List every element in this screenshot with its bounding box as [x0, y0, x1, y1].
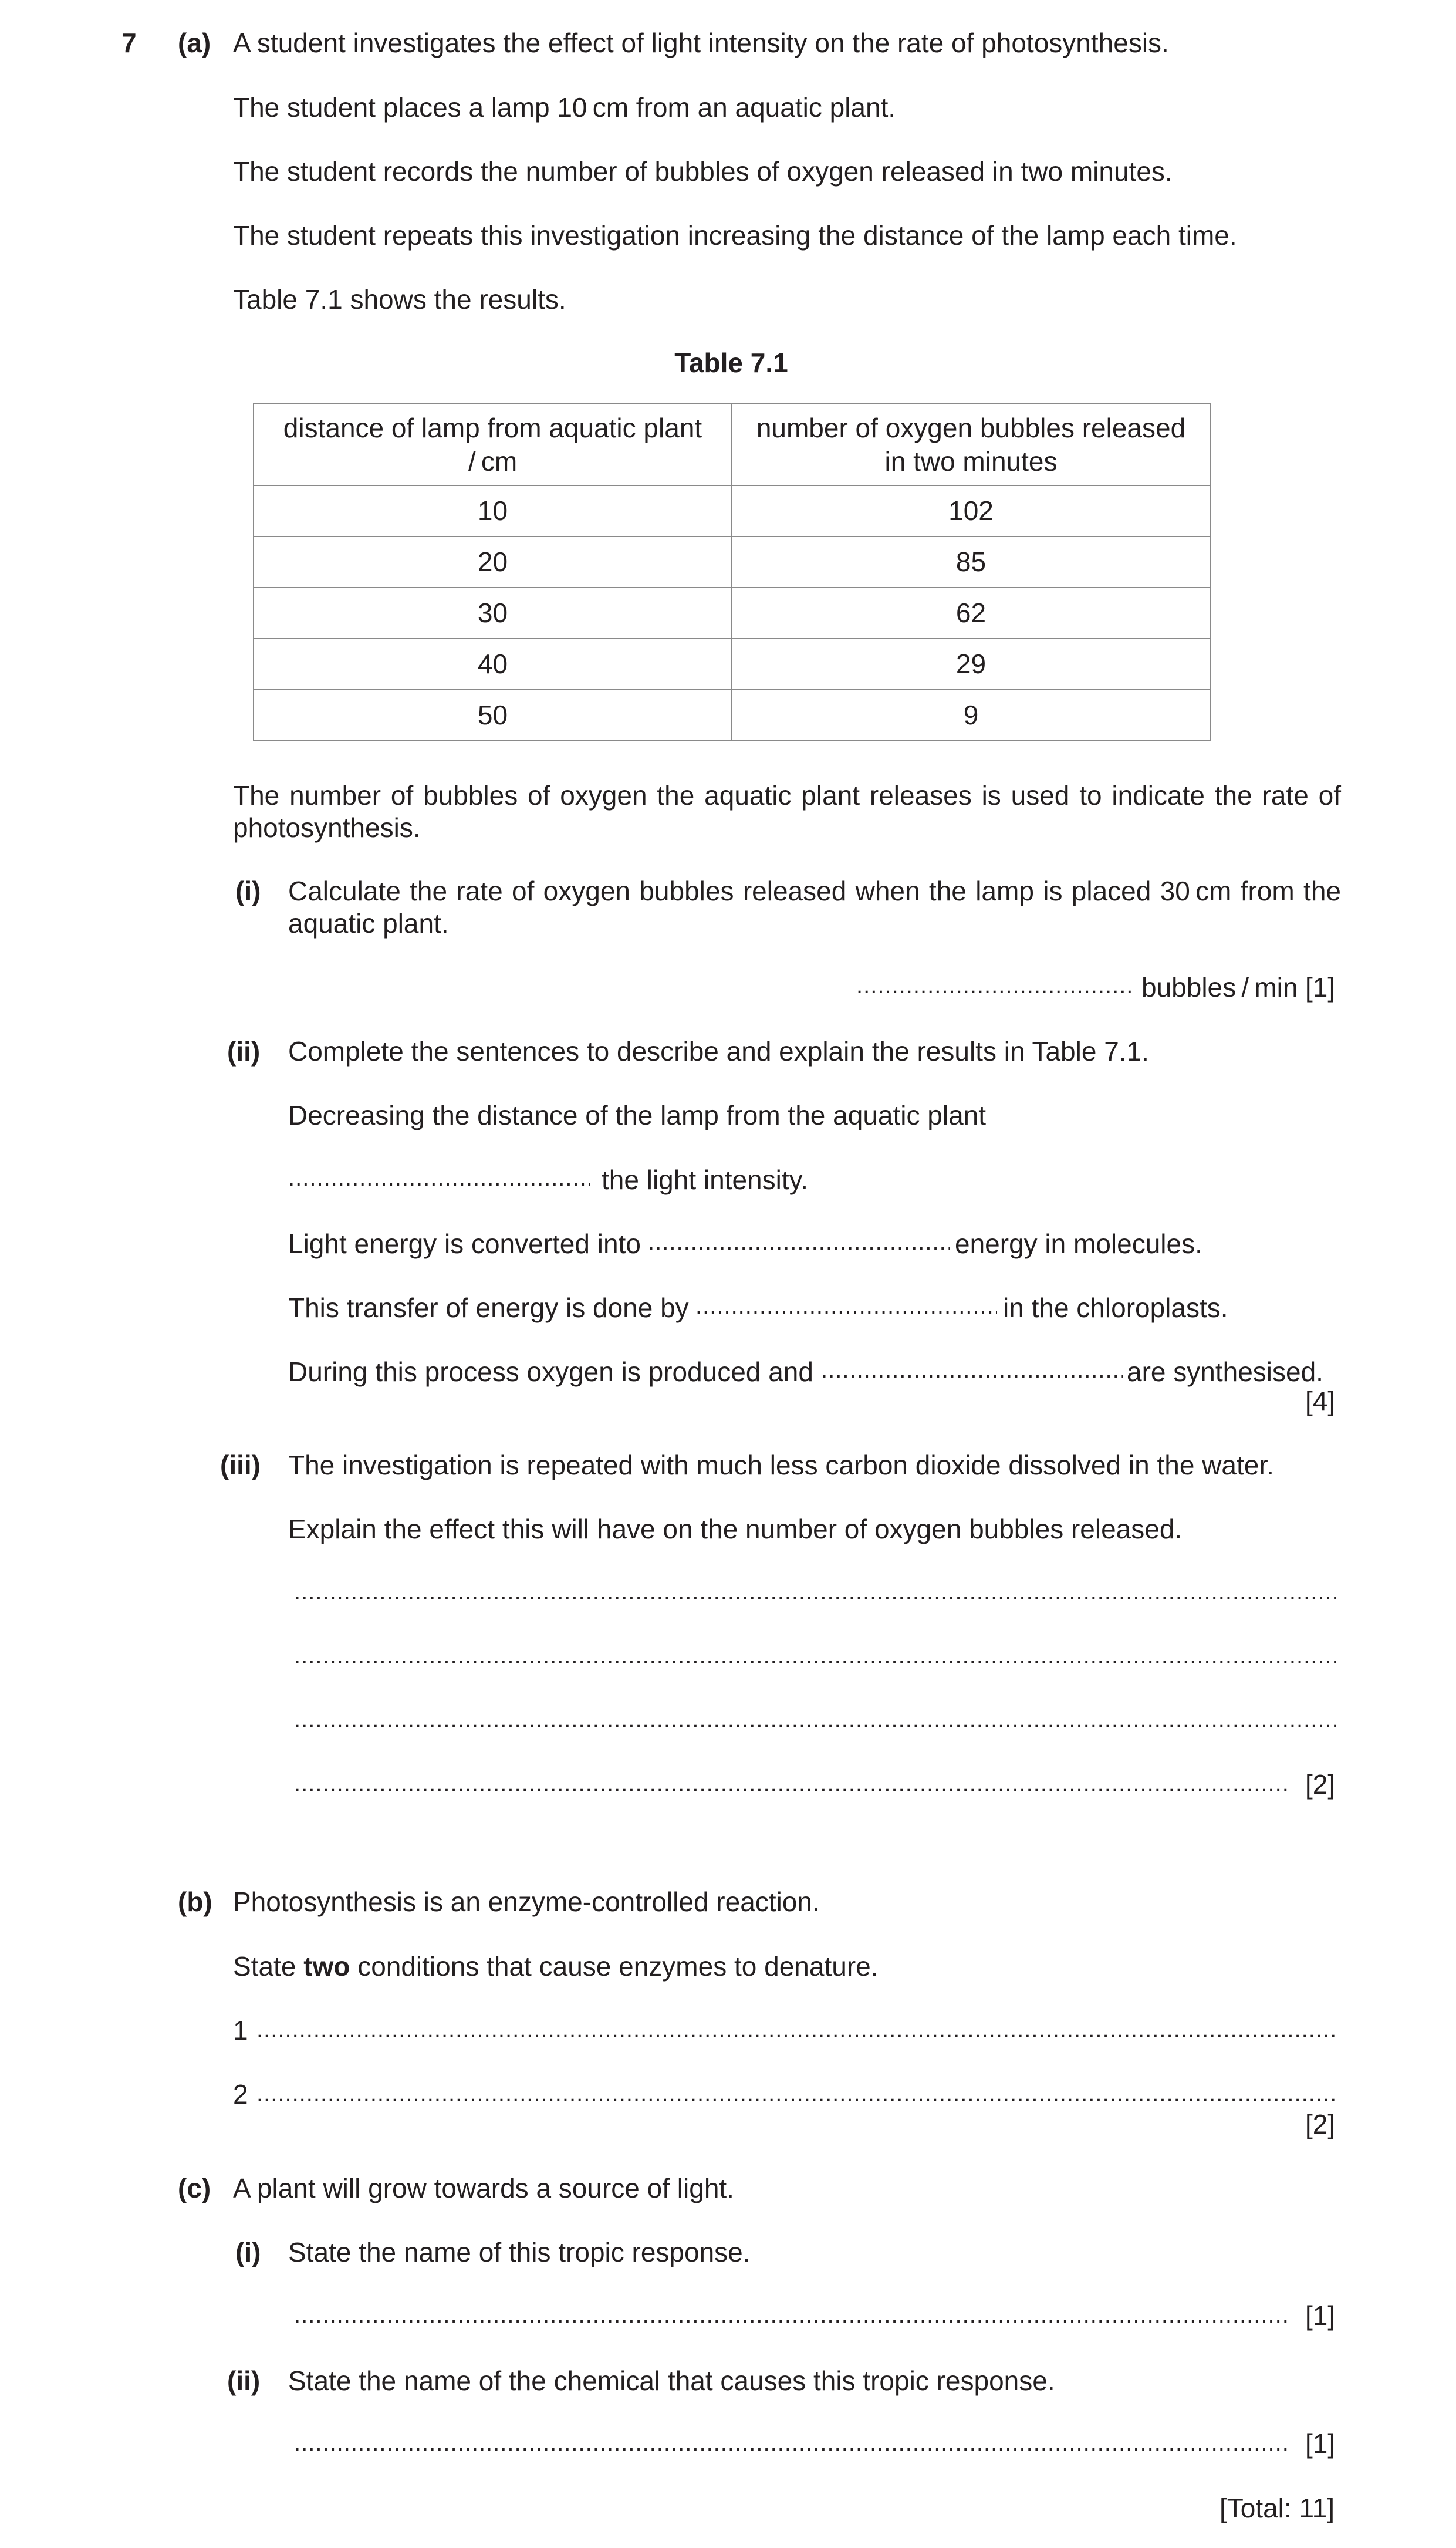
sentence-2-after: the light intensity.: [602, 1165, 809, 1195]
sentence-5-before: During this process oxygen is produced and: [288, 1356, 813, 1387]
header-bubbles: number of oxygen bubbles released in two minutes: [732, 404, 1210, 485]
answer-unit: bubbles / min: [1141, 972, 1298, 1003]
answer-line-a-i[interactable]: [856, 971, 1132, 1000]
table-row: [254, 639, 1210, 690]
results-table: [253, 403, 1211, 741]
part-a-iii-text: The investigation is repeated with much less carbon dioxide dissolved in the water.: [288, 1450, 1274, 1480]
header-distance: distance of lamp from aquatic plant / cm: [254, 404, 732, 485]
table-cell: 85: [732, 536, 1210, 588]
table-row: [254, 536, 1210, 588]
marks-c-i: [1]: [1305, 2300, 1336, 2331]
answer-line-a-iii-4[interactable]: [294, 1770, 1290, 1798]
marks-c-ii: [1]: [1305, 2428, 1336, 2459]
intro-line-5: Table 7.1 shows the results.: [233, 284, 566, 315]
intro-line-2: The student places a lamp 10 cm from an aquatic plant.: [233, 92, 896, 123]
answer-number-1: 1: [233, 2015, 248, 2046]
sentence-1: Decreasing the distance of the lamp from the aquatic plant: [288, 1100, 987, 1130]
table-cell: 20: [254, 536, 732, 588]
part-b-prompt: [233, 1950, 879, 1983]
table-row: [254, 690, 1210, 741]
part-a-i-label: (i): [235, 876, 261, 906]
sentence-4-before: This transfer of energy is done by: [288, 1292, 689, 1323]
part-a-label: (a): [178, 28, 211, 58]
table-cell: 102: [732, 485, 1210, 536]
total-marks: [Total: 11]: [1219, 2493, 1335, 2523]
table-cell: 29: [732, 639, 1210, 690]
answer-line-c-i[interactable]: [294, 2301, 1290, 2329]
table-cell: 30: [254, 588, 732, 639]
part-b-text: Photosynthesis is an enzyme-controlled reaction.: [233, 1886, 820, 1917]
answer-line-c-ii[interactable]: [294, 2429, 1290, 2457]
marks-a-iii: [2]: [1305, 1769, 1336, 1800]
part-a-ii-text: Complete the sentences to describe and explain the results in Table 7.1.: [288, 1036, 1149, 1067]
answer-line-a-iii-1[interactable]: [294, 1578, 1336, 1606]
intro-line-4: The student repeats this investigation increasing the distance of the lamp each time.: [233, 220, 1237, 251]
question-number: 7: [121, 28, 137, 58]
prompt-after: conditions that cause enzymes to denature.: [357, 1951, 879, 1982]
blank-4[interactable]: [821, 1356, 1123, 1384]
table-cell: 62: [732, 588, 1210, 639]
answer-line-b-1[interactable]: [256, 2016, 1336, 2044]
table-cell: 40: [254, 639, 732, 690]
after-table-text: The number of bubbles of oxygen the aquatic plant releases is used to indicate the rate of photosynthesis.: [233, 780, 1341, 843]
answer-line-a-iii-3[interactable]: [294, 1706, 1336, 1734]
intro-line-1: A student investigates the effect of light intensity on the rate of photosynthesis.: [233, 28, 1169, 58]
sentence-4-after: in the chloroplasts.: [1003, 1292, 1228, 1323]
table-header-row: [254, 404, 1210, 485]
part-c-ii-text: State the name of the chemical that causes this tropic response.: [288, 2365, 1055, 2396]
marks-b: [2]: [1305, 2109, 1336, 2139]
table-cell: 50: [254, 690, 732, 741]
answer-number-2: 2: [233, 2079, 248, 2110]
answer-line-b-2[interactable]: [256, 2080, 1336, 2108]
table-row: [254, 588, 1210, 639]
part-c-text: A plant will grow towards a source of light.: [233, 2173, 734, 2203]
blank-1[interactable]: [288, 1164, 590, 1192]
table-row: [254, 485, 1210, 536]
part-c-i-text: State the name of this tropic response.: [288, 2237, 751, 2267]
blank-2[interactable]: [648, 1228, 950, 1256]
prompt-before: State: [233, 1951, 296, 1982]
sentence-3-before: Light energy is converted into: [288, 1229, 641, 1259]
answer-line-a-iii-2[interactable]: [294, 1642, 1336, 1670]
marks-a-ii: [4]: [1305, 1386, 1336, 1416]
part-a-iii-prompt: Explain the effect this will have on the number of oxygen bubbles released.: [288, 1514, 1183, 1544]
sentence-5-after: are synthesised.: [1127, 1356, 1323, 1387]
part-a-ii-label: (ii): [227, 1036, 261, 1067]
intro-line-3: The student records the number of bubbles of oxygen released in two minutes.: [233, 156, 1173, 187]
sentence-3-after: energy in molecules.: [955, 1229, 1202, 1259]
part-b-label: (b): [178, 1886, 212, 1917]
prompt-bold: two: [303, 1951, 350, 1982]
table-cell: 10: [254, 485, 732, 536]
table-cell: 9: [732, 690, 1210, 741]
part-a-iii-label: (iii): [220, 1450, 261, 1480]
table-caption: Table 7.1: [674, 347, 788, 378]
marks-a-i: [1]: [1305, 972, 1336, 1003]
part-c-ii-label: (ii): [227, 2365, 261, 2396]
part-c-label: (c): [178, 2173, 211, 2203]
part-a-i-text: Calculate the rate of oxygen bubbles released when the lamp is placed 30 cm from the aquatic plant.: [288, 876, 1341, 939]
part-c-i-label: (i): [235, 2237, 261, 2267]
blank-3[interactable]: [695, 1292, 997, 1320]
